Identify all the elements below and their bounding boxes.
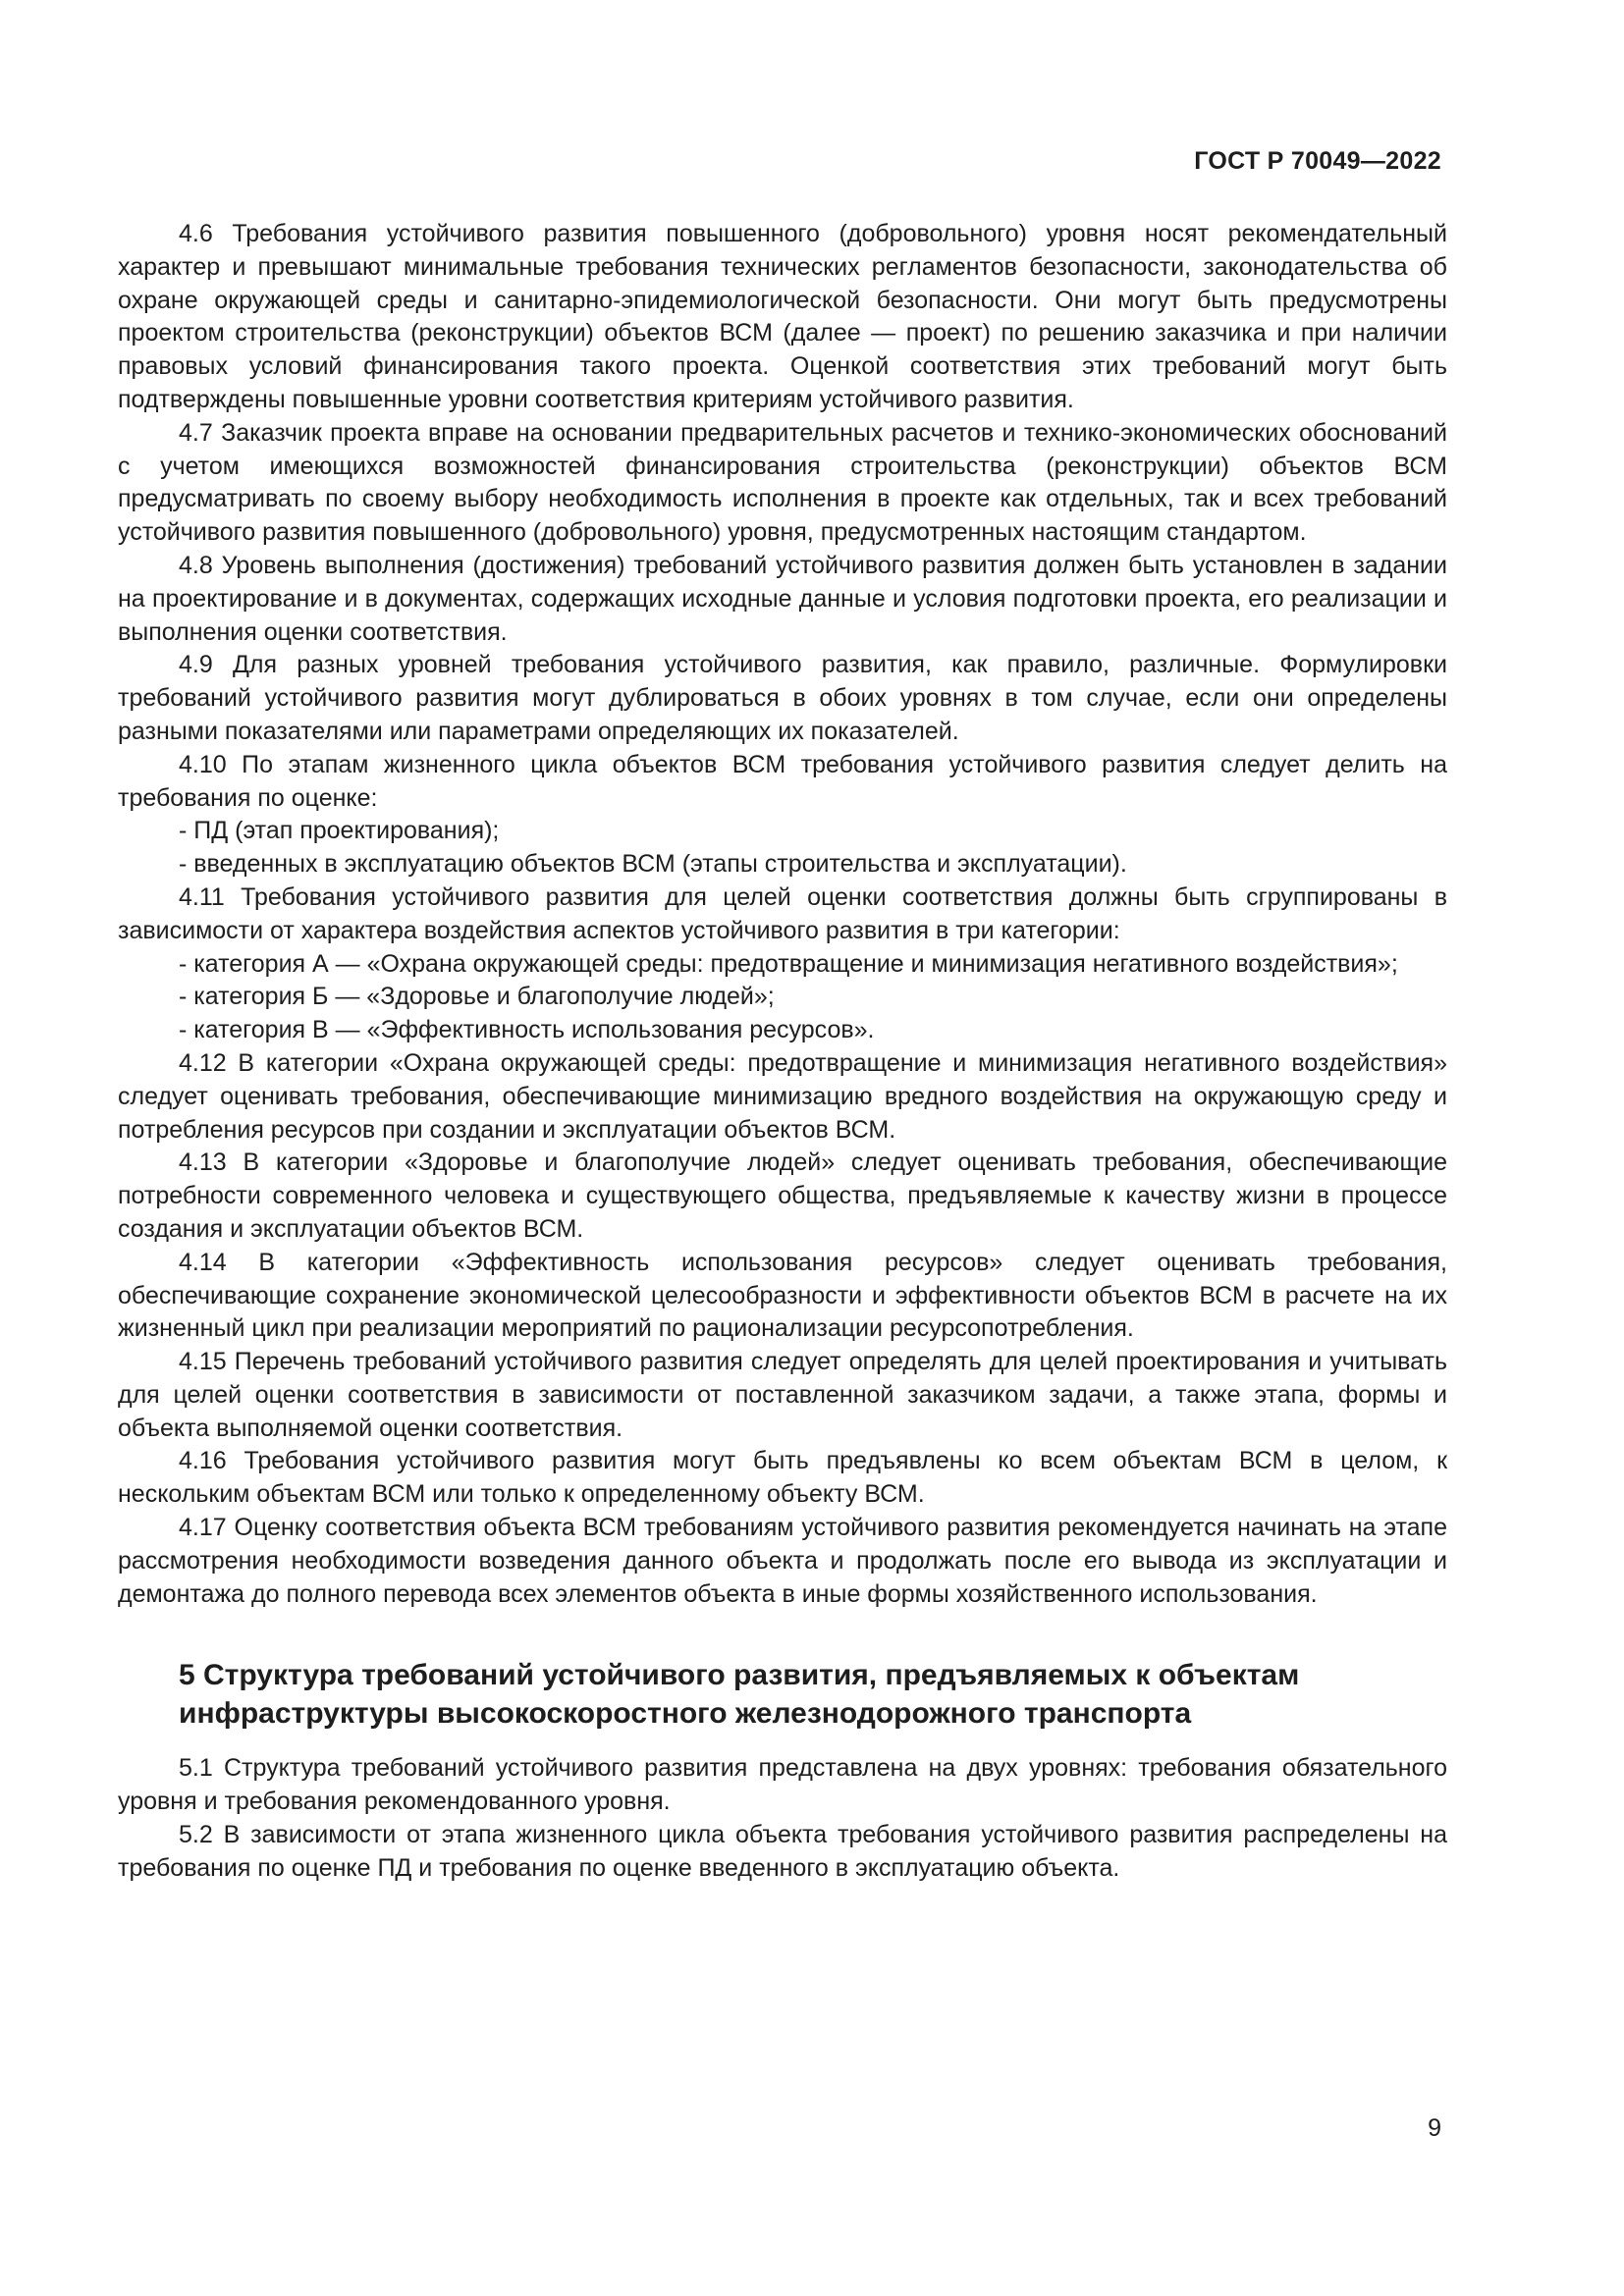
clause-4-7: 4.7 Заказчик проекта вправе на основании предварительных расчетов и технико-экономических обоснований с учетом имеющихся возможностей финансирования строительства (реконструкции) объектов ВСМ предусматривать по своему выбору необходимость исполнения в проекте как отдельных, так и всех требований устойчивого развития повышенного (добровольного) уровня, предусмотренных настоящим стандартом.: [118, 418, 1447, 547]
clause-4-16: 4.16 Требования устойчивого развития могут быть предъявлены ко всем объектам ВСМ в целом, к нескольким объектам ВСМ или только к определенному объекту ВСМ.: [118, 1447, 1447, 1509]
clause-4-17: 4.17 Оценку соответствия объекта ВСМ требованиям устойчивого развития рекомендуется начинать на этапе рассмотрения необходимости возведения данного объекта и продолжать после его вывода из эксплуатации и демонтажа до полного перевода всех элементов объекта в иные формы хозяйственного использования.: [118, 1514, 1447, 1608]
clause-4-13: 4.13 В категории «Здоровье и благополучие людей» следует оценивать требования, обеспечивающие потребности современного человека и существующего общества, предъявляемые к качеству жизни в процессе создания и эксплуатации объектов ВСМ.: [118, 1148, 1447, 1243]
document-code: ГОСТ Р 70049—2022: [1194, 147, 1441, 175]
clause-4-10: 4.10 По этапам жизненного цикла объектов ВСМ требования устойчивого развития следует делить на требования по оценке:: [118, 750, 1447, 812]
clause-4-12: 4.12 В категории «Охрана окружающей среды: предотвращение и минимизация негативного воздействия» следует оценивать требования, обеспечивающие минимизацию вредного воздействия на окружающую среду и потребления ресурсов при создании и эксплуатации объектов ВСМ.: [118, 1048, 1447, 1144]
clause-4-9: 4.9 Для разных уровней требования устойчивого развития, как правило, различные. Формулировки требований устойчивого развития могут дублироваться в обоих уровнях в том случае, если они определены разными показателями или параметрами определяющих их показателей.: [118, 651, 1447, 745]
clause-4-15: 4.15 Перечень требований устойчивого развития следует определять для целей проектирования и учитывать для целей оценки соответствия в зависимости от поставленной заказчиком задачи, а также этапа, формы и объекта выполняемой оценки соответствия.: [118, 1348, 1447, 1442]
list-item: - ПД (этап проектирования);: [179, 817, 500, 845]
list-item: - категория А — «Охрана окружающей среды: предотвращение и минимизация негативного воздействия»;: [179, 949, 1398, 978]
list-item: - категория В — «Эффективность использования ресурсов».: [179, 1016, 875, 1044]
clause-4-6: 4.6 Требования устойчивого развития повышенного (добровольного) уровня носят рекомендательный характер и превышают минимальные требования технических регламентов безопасности, законодательства об охране окружающей среды и санитарно-эпидемиологической безопасности. Они могут быть предусмотрены проектом строительства (реконструкции) объектов ВСМ (далее — проект) по решению заказчика и при наличии правовых условий финансирования такого проекта. Оценкой соответствия этих требований могут быть подтверждены повышенные уровни соответствия критериям устойчивого развития.: [118, 220, 1447, 413]
clause-5-2: 5.2 В зависимости от этапа жизненного цикла объекта требования устойчивого развития распределены на требования по оценке ПД и требования по оценке введенного в эксплуатацию объекта.: [118, 1821, 1447, 1882]
section-5-heading: 5 Структура требований устойчивого развития, предъявляемых к объектам инфраструктуры высокоскоростного железнодорожного транспорта: [179, 1659, 1300, 1731]
page-body: [118, 218, 1447, 1886]
list-item: - категория Б — «Здоровье и благополучие людей»;: [179, 983, 775, 1011]
list-item: - введенных в эксплуатацию объектов ВСМ (этапы строительства и эксплуатации).: [179, 850, 1127, 879]
clause-4-8: 4.8 Уровень выполнения (достижения) требований устойчивого развития должен быть установлен в задании на проектирование и в документах, содержащих исходные данные и условия подготовки проекта, его реализации и выполнения оценки соответствия.: [118, 551, 1447, 646]
clause-5-1: 5.1 Структура требований устойчивого развития представлена на двух уровнях: требования обязательного уровня и требования рекомендованного уровня.: [118, 1754, 1447, 1816]
clause-4-11: 4.11 Требования устойчивого развития для целей оценки соответствия должны быть сгруппированы в зависимости от характера воздействия аспектов устойчивого развития в три категории:: [118, 882, 1447, 944]
clause-4-14: 4.14 В категории «Эффективность использования ресурсов» следует оценивать требования, обеспечивающие сохранение экономической целесообразности и эффективности объектов ВСМ в расчете на их жизненный цикл при реализации мероприятий по рационализации ресурсопотребления.: [118, 1248, 1447, 1343]
page-number: 9: [1428, 2114, 1441, 2142]
